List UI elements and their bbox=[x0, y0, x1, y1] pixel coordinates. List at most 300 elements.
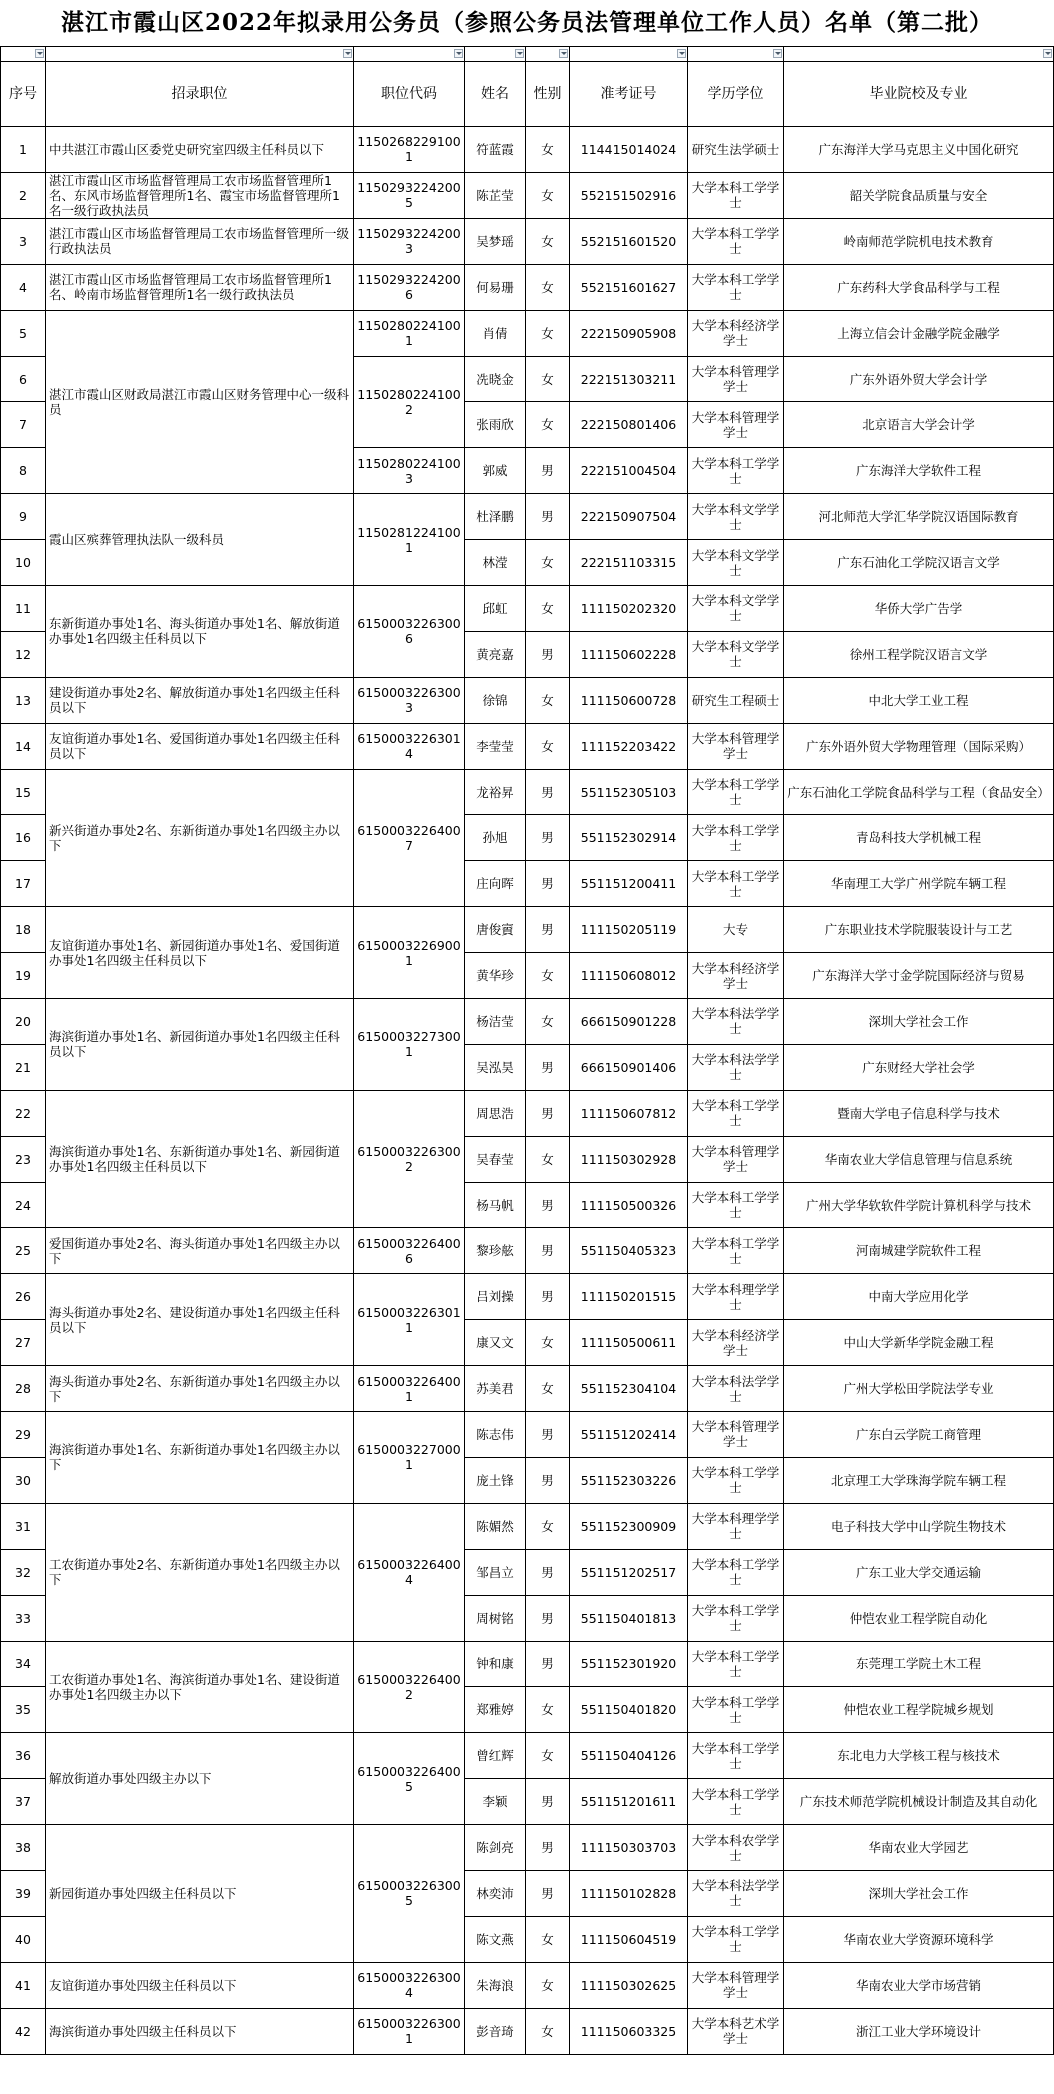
filter-cell bbox=[784, 47, 1054, 62]
cell-exam-number: 666150901228 bbox=[570, 999, 688, 1045]
candidate-table bbox=[0, 46, 1054, 2055]
cell-exam-number: 114415014024 bbox=[570, 127, 688, 173]
cell-education: 大学本科艺术学学士 bbox=[688, 2008, 784, 2054]
table-row bbox=[1, 218, 1054, 264]
cell-name: 庞土锋 bbox=[465, 1457, 526, 1503]
header-position: 招录职位 bbox=[46, 62, 354, 127]
cell-name: 陈文燕 bbox=[465, 1916, 526, 1962]
cell-exam-number: 551150401820 bbox=[570, 1687, 688, 1733]
cell-index: 36 bbox=[1, 1733, 46, 1779]
filter-dropdown-icon[interactable] bbox=[677, 49, 686, 58]
cell-gender: 男 bbox=[526, 1457, 570, 1503]
cell-index: 10 bbox=[1, 540, 46, 586]
cell-education: 大学本科管理学学士 bbox=[688, 1412, 784, 1458]
cell-index: 35 bbox=[1, 1687, 46, 1733]
header-position-code: 职位代码 bbox=[354, 62, 465, 127]
cell-gender: 女 bbox=[526, 1962, 570, 2008]
cell-school-major: 广东海洋大学软件工程 bbox=[784, 448, 1054, 494]
cell-exam-number: 111150201515 bbox=[570, 1274, 688, 1320]
cell-school-major: 广州大学松田学院法学专业 bbox=[784, 1366, 1054, 1412]
cell-exam-number: 551152302914 bbox=[570, 815, 688, 861]
cell-position-code: 11502682291001 bbox=[354, 127, 465, 173]
cell-index: 7 bbox=[1, 402, 46, 448]
cell-education: 研究生工程硕士 bbox=[688, 677, 784, 723]
cell-education: 大学本科工学学士 bbox=[688, 861, 784, 907]
table-row bbox=[1, 264, 1054, 310]
cell-school-major: 广东海洋大学马克思主义中国化研究 bbox=[784, 127, 1054, 173]
cell-gender: 女 bbox=[526, 540, 570, 586]
table-row bbox=[1, 310, 1054, 356]
cell-education: 大学本科文学学士 bbox=[688, 540, 784, 586]
cell-school-major: 华南理工大学广州学院车辆工程 bbox=[784, 861, 1054, 907]
cell-gender: 男 bbox=[526, 448, 570, 494]
cell-education: 大学本科工学学士 bbox=[688, 448, 784, 494]
cell-exam-number: 111152203422 bbox=[570, 723, 688, 769]
cell-school-major: 华南农业大学市场营销 bbox=[784, 1962, 1054, 2008]
cell-school-major: 浙江工业大学环境设计 bbox=[784, 2008, 1054, 2054]
cell-position: 新园街道办事处四级主任科员以下 bbox=[46, 1825, 354, 1963]
cell-exam-number: 222150801406 bbox=[570, 402, 688, 448]
cell-education: 大学本科文学学士 bbox=[688, 586, 784, 632]
cell-position-code: 61500032269001 bbox=[354, 907, 465, 999]
cell-position-code: 61500032263006 bbox=[354, 586, 465, 678]
cell-position-code: 61500032264005 bbox=[354, 1733, 465, 1825]
cell-school-major: 华南农业大学资源环境科学 bbox=[784, 1916, 1054, 1962]
cell-index: 42 bbox=[1, 2008, 46, 2054]
cell-education: 大学本科工学学士 bbox=[688, 1733, 784, 1779]
cell-gender: 女 bbox=[526, 127, 570, 173]
cell-name: 彭音琦 bbox=[465, 2008, 526, 2054]
cell-school-major: 中山大学新华学院金融工程 bbox=[784, 1320, 1054, 1366]
cell-index: 4 bbox=[1, 264, 46, 310]
cell-education: 大学本科工学学士 bbox=[688, 218, 784, 264]
cell-school-major: 广东海洋大学寸金学院国际经济与贸易 bbox=[784, 953, 1054, 999]
cell-school-major: 中北大学工业工程 bbox=[784, 677, 1054, 723]
cell-gender: 男 bbox=[526, 861, 570, 907]
cell-school-major: 北京理工大学珠海学院车辆工程 bbox=[784, 1457, 1054, 1503]
cell-index: 22 bbox=[1, 1090, 46, 1136]
cell-education: 大学本科管理学学士 bbox=[688, 723, 784, 769]
cell-position: 工农街道办事处1名、海滨街道办事处1名、建设街道办事处1名四级主办以下 bbox=[46, 1641, 354, 1733]
cell-education: 大学本科法学学士 bbox=[688, 1870, 784, 1916]
cell-name: 朱海浪 bbox=[465, 1962, 526, 2008]
header-name: 姓名 bbox=[465, 62, 526, 127]
cell-gender: 男 bbox=[526, 907, 570, 953]
cell-name: 肖倩 bbox=[465, 310, 526, 356]
cell-index: 38 bbox=[1, 1825, 46, 1871]
cell-gender: 男 bbox=[526, 1182, 570, 1228]
table-row bbox=[1, 127, 1054, 173]
filter-cell bbox=[526, 47, 570, 62]
table-row bbox=[1, 1366, 1054, 1412]
cell-education: 大学本科工学学士 bbox=[688, 1090, 784, 1136]
cell-gender: 男 bbox=[526, 1825, 570, 1871]
cell-name: 吕刘操 bbox=[465, 1274, 526, 1320]
table-row bbox=[1, 1412, 1054, 1458]
cell-index: 33 bbox=[1, 1595, 46, 1641]
cell-position: 湛江市霞山区市场监督管理局工农市场监督管理所一级行政执法员 bbox=[46, 218, 354, 264]
cell-position-code: 61500032263002 bbox=[354, 1090, 465, 1228]
cell-school-major: 北京语言大学会计学 bbox=[784, 402, 1054, 448]
cell-exam-number: 222151103315 bbox=[570, 540, 688, 586]
cell-index: 27 bbox=[1, 1320, 46, 1366]
filter-row bbox=[1, 47, 1054, 62]
filter-cell bbox=[46, 47, 354, 62]
cell-gender: 女 bbox=[526, 264, 570, 310]
cell-position-code: 61500032264001 bbox=[354, 1366, 465, 1412]
table-row bbox=[1, 1825, 1054, 1871]
cell-exam-number: 551151200411 bbox=[570, 861, 688, 907]
cell-position-code: 61500032263001 bbox=[354, 2008, 465, 2054]
cell-exam-number: 551151202414 bbox=[570, 1412, 688, 1458]
cell-position-code: 61500032264007 bbox=[354, 769, 465, 907]
cell-name: 吴泓昊 bbox=[465, 1044, 526, 1090]
cell-exam-number: 111150500611 bbox=[570, 1320, 688, 1366]
filter-dropdown-icon[interactable] bbox=[773, 49, 782, 58]
cell-name: 周思浩 bbox=[465, 1090, 526, 1136]
table-row bbox=[1, 907, 1054, 953]
cell-position: 霞山区殡葬管理执法队一级科员 bbox=[46, 494, 354, 586]
cell-gender: 男 bbox=[526, 1274, 570, 1320]
cell-school-major: 岭南师范学院机电技术教育 bbox=[784, 218, 1054, 264]
cell-school-major: 深圳大学社会工作 bbox=[784, 999, 1054, 1045]
cell-name: 张雨欣 bbox=[465, 402, 526, 448]
cell-position-code: 11502802241002 bbox=[354, 356, 465, 448]
filter-dropdown-icon[interactable] bbox=[1043, 49, 1052, 58]
cell-exam-number: 222151303211 bbox=[570, 356, 688, 402]
cell-name: 龙裕昇 bbox=[465, 769, 526, 815]
cell-education: 大学本科法学学士 bbox=[688, 1044, 784, 1090]
table-row bbox=[1, 1090, 1054, 1136]
filter-cell bbox=[354, 47, 465, 62]
cell-education: 大学本科工学学士 bbox=[688, 1182, 784, 1228]
cell-education: 大学本科理学学士 bbox=[688, 1503, 784, 1549]
cell-name: 李莹莹 bbox=[465, 723, 526, 769]
cell-position-code: 61500032263003 bbox=[354, 677, 465, 723]
header-school-major: 毕业院校及专业 bbox=[784, 62, 1054, 127]
cell-position-code: 61500032263005 bbox=[354, 1825, 465, 1963]
cell-education: 大专 bbox=[688, 907, 784, 953]
cell-gender: 女 bbox=[526, 1366, 570, 1412]
cell-education: 大学本科工学学士 bbox=[688, 1687, 784, 1733]
cell-position-code: 61500032273001 bbox=[354, 999, 465, 1091]
cell-gender: 女 bbox=[526, 1916, 570, 1962]
cell-index: 37 bbox=[1, 1779, 46, 1825]
cell-index: 13 bbox=[1, 677, 46, 723]
cell-school-major: 华南农业大学园艺 bbox=[784, 1825, 1054, 1871]
cell-education: 大学本科工学学士 bbox=[688, 1228, 784, 1274]
cell-gender: 女 bbox=[526, 356, 570, 402]
cell-name: 杜泽鹏 bbox=[465, 494, 526, 540]
cell-position: 爱国街道办事处2名、海头街道办事处1名四级主办以下 bbox=[46, 1228, 354, 1274]
cell-school-major: 上海立信会计金融学院金融学 bbox=[784, 310, 1054, 356]
cell-position-code: 11502802241001 bbox=[354, 310, 465, 356]
cell-education: 大学本科经济学学士 bbox=[688, 1320, 784, 1366]
cell-education: 大学本科工学学士 bbox=[688, 815, 784, 861]
header-gender: 性别 bbox=[526, 62, 570, 127]
table-row bbox=[1, 2008, 1054, 2054]
cell-education: 大学本科管理学学士 bbox=[688, 402, 784, 448]
cell-exam-number: 551152304104 bbox=[570, 1366, 688, 1412]
table-row bbox=[1, 1962, 1054, 2008]
cell-name: 孙旭 bbox=[465, 815, 526, 861]
cell-gender: 女 bbox=[526, 172, 570, 218]
cell-index: 28 bbox=[1, 1366, 46, 1412]
cell-gender: 女 bbox=[526, 677, 570, 723]
cell-gender: 女 bbox=[526, 218, 570, 264]
filter-dropdown-icon[interactable] bbox=[343, 49, 352, 58]
cell-position: 建设街道办事处2名、解放街道办事处1名四级主任科员以下 bbox=[46, 677, 354, 723]
filter-dropdown-icon[interactable] bbox=[559, 49, 568, 58]
cell-position: 海头街道办事处2名、建设街道办事处1名四级主任科员以下 bbox=[46, 1274, 354, 1366]
cell-position: 湛江市霞山区财政局湛江市霞山区财务管理中心一级科员 bbox=[46, 310, 354, 494]
filter-cell bbox=[465, 47, 526, 62]
cell-school-major: 广东职业技术学院服装设计与工艺 bbox=[784, 907, 1054, 953]
cell-name: 林滢 bbox=[465, 540, 526, 586]
table-row bbox=[1, 769, 1054, 815]
cell-exam-number: 551150404126 bbox=[570, 1733, 688, 1779]
cell-index: 3 bbox=[1, 218, 46, 264]
cell-index: 12 bbox=[1, 631, 46, 677]
cell-position: 海滨街道办事处1名、东新街道办事处1名、新园街道办事处1名四级主任科员以下 bbox=[46, 1090, 354, 1228]
cell-school-major: 广东工业大学交通运输 bbox=[784, 1549, 1054, 1595]
cell-exam-number: 551151202517 bbox=[570, 1549, 688, 1595]
cell-index: 15 bbox=[1, 769, 46, 815]
header-row bbox=[1, 62, 1054, 127]
cell-school-major: 仲恺农业工程学院城乡规划 bbox=[784, 1687, 1054, 1733]
cell-position: 海滨街道办事处1名、东新街道办事处1名四级主办以下 bbox=[46, 1412, 354, 1504]
cell-name: 周树铭 bbox=[465, 1595, 526, 1641]
cell-school-major: 广东外语外贸大学物理管理（国际采购） bbox=[784, 723, 1054, 769]
cell-education: 大学本科农学学士 bbox=[688, 1825, 784, 1871]
cell-name: 黎珍舷 bbox=[465, 1228, 526, 1274]
cell-education: 大学本科法学学士 bbox=[688, 999, 784, 1045]
cell-position: 海头街道办事处2名、东新街道办事处1名四级主办以下 bbox=[46, 1366, 354, 1412]
cell-exam-number: 111150500326 bbox=[570, 1182, 688, 1228]
cell-gender: 男 bbox=[526, 1779, 570, 1825]
cell-gender: 女 bbox=[526, 1687, 570, 1733]
cell-school-major: 广州大学华软软件学院计算机科学与技术 bbox=[784, 1182, 1054, 1228]
cell-index: 19 bbox=[1, 953, 46, 999]
cell-school-major: 仲恺农业工程学院自动化 bbox=[784, 1595, 1054, 1641]
table-row bbox=[1, 172, 1054, 218]
cell-gender: 女 bbox=[526, 2008, 570, 2054]
cell-gender: 女 bbox=[526, 586, 570, 632]
cell-education: 大学本科理学学士 bbox=[688, 1274, 784, 1320]
cell-education: 大学本科工学学士 bbox=[688, 1779, 784, 1825]
header-index: 序号 bbox=[1, 62, 46, 127]
cell-gender: 女 bbox=[526, 953, 570, 999]
cell-gender: 男 bbox=[526, 631, 570, 677]
cell-education: 大学本科文学学士 bbox=[688, 494, 784, 540]
cell-school-major: 广东外语外贸大学会计学 bbox=[784, 356, 1054, 402]
cell-position-code: 11502932242005 bbox=[354, 172, 465, 218]
cell-position: 友谊街道办事处四级主任科员以下 bbox=[46, 1962, 354, 2008]
cell-education: 大学本科工学学士 bbox=[688, 1549, 784, 1595]
cell-gender: 男 bbox=[526, 1549, 570, 1595]
table-row bbox=[1, 1503, 1054, 1549]
cell-education: 大学本科经济学学士 bbox=[688, 953, 784, 999]
cell-gender: 女 bbox=[526, 999, 570, 1045]
cell-gender: 男 bbox=[526, 1090, 570, 1136]
cell-exam-number: 111150600728 bbox=[570, 677, 688, 723]
cell-position: 解放街道办事处四级主办以下 bbox=[46, 1733, 354, 1825]
header-education: 学历学位 bbox=[688, 62, 784, 127]
cell-education: 大学本科管理学学士 bbox=[688, 356, 784, 402]
cell-school-major: 广东技术师范学院机械设计制造及其自动化 bbox=[784, 1779, 1054, 1825]
cell-exam-number: 551152303226 bbox=[570, 1457, 688, 1503]
cell-name: 邱虹 bbox=[465, 586, 526, 632]
cell-position-code: 61500032263014 bbox=[354, 723, 465, 769]
cell-index: 18 bbox=[1, 907, 46, 953]
cell-index: 8 bbox=[1, 448, 46, 494]
cell-school-major: 韶关学院食品质量与安全 bbox=[784, 172, 1054, 218]
cell-position: 海滨街道办事处1名、新园街道办事处1名四级主任科员以下 bbox=[46, 999, 354, 1091]
cell-gender: 女 bbox=[526, 1733, 570, 1779]
filter-dropdown-icon[interactable] bbox=[454, 49, 463, 58]
cell-position-code: 11502802241003 bbox=[354, 448, 465, 494]
cell-exam-number: 111150608012 bbox=[570, 953, 688, 999]
cell-gender: 男 bbox=[526, 1044, 570, 1090]
cell-school-major: 广东药科大学食品科学与工程 bbox=[784, 264, 1054, 310]
table-row bbox=[1, 999, 1054, 1045]
cell-education: 大学本科工学学士 bbox=[688, 1916, 784, 1962]
cell-index: 20 bbox=[1, 999, 46, 1045]
cell-position-code: 11502812241001 bbox=[354, 494, 465, 586]
cell-position: 湛江市霞山区市场监督管理局工农市场监督管理所1名、东风市场监督管理所1名、霞宝市场监督管理所1名一级行政执法员 bbox=[46, 172, 354, 218]
cell-index: 40 bbox=[1, 1916, 46, 1962]
cell-school-major: 东莞理工学院土木工程 bbox=[784, 1641, 1054, 1687]
cell-index: 11 bbox=[1, 586, 46, 632]
cell-exam-number: 111150302625 bbox=[570, 1962, 688, 2008]
cell-gender: 女 bbox=[526, 1503, 570, 1549]
cell-index: 17 bbox=[1, 861, 46, 907]
cell-position: 友谊街道办事处1名、爱国街道办事处1名四级主任科员以下 bbox=[46, 723, 354, 769]
cell-exam-number: 551152305103 bbox=[570, 769, 688, 815]
cell-index: 5 bbox=[1, 310, 46, 356]
cell-exam-number: 111150602228 bbox=[570, 631, 688, 677]
cell-education: 大学本科工学学士 bbox=[688, 264, 784, 310]
cell-name: 徐锦 bbox=[465, 677, 526, 723]
cell-school-major: 暨南大学电子信息科学与技术 bbox=[784, 1090, 1054, 1136]
cell-gender: 女 bbox=[526, 1136, 570, 1182]
filter-dropdown-icon[interactable] bbox=[515, 49, 524, 58]
cell-education: 大学本科文学学士 bbox=[688, 631, 784, 677]
cell-position: 工农街道办事处2名、东新街道办事处1名四级主办以下 bbox=[46, 1503, 354, 1641]
document-title: 湛江市霞山区2022年拟录用公务员（参照公务员法管理单位工作人员）名单（第二批） bbox=[60, 9, 993, 36]
cell-school-major: 河南城建学院软件工程 bbox=[784, 1228, 1054, 1274]
cell-position-code: 61500032264002 bbox=[354, 1641, 465, 1733]
cell-gender: 女 bbox=[526, 723, 570, 769]
cell-gender: 男 bbox=[526, 1641, 570, 1687]
cell-gender: 男 bbox=[526, 769, 570, 815]
cell-school-major: 华南农业大学信息管理与信息系统 bbox=[784, 1136, 1054, 1182]
table-row bbox=[1, 1228, 1054, 1274]
cell-gender: 男 bbox=[526, 1595, 570, 1641]
cell-school-major: 华侨大学广告学 bbox=[784, 586, 1054, 632]
table-row bbox=[1, 1733, 1054, 1779]
cell-exam-number: 222151004504 bbox=[570, 448, 688, 494]
cell-index: 23 bbox=[1, 1136, 46, 1182]
cell-education: 大学本科工学学士 bbox=[688, 1595, 784, 1641]
filter-cell bbox=[688, 47, 784, 62]
cell-position-code: 61500032263011 bbox=[354, 1274, 465, 1366]
cell-index: 6 bbox=[1, 356, 46, 402]
cell-school-major: 广东财经大学社会学 bbox=[784, 1044, 1054, 1090]
cell-index: 29 bbox=[1, 1412, 46, 1458]
cell-position-code: 61500032264006 bbox=[354, 1228, 465, 1274]
cell-position: 新兴街道办事处2名、东新街道办事处1名四级主办以下 bbox=[46, 769, 354, 907]
table-row bbox=[1, 677, 1054, 723]
cell-education: 大学本科经济学学士 bbox=[688, 310, 784, 356]
cell-exam-number: 666150901406 bbox=[570, 1044, 688, 1090]
cell-name: 邹昌立 bbox=[465, 1549, 526, 1595]
cell-name: 黄华珍 bbox=[465, 953, 526, 999]
cell-name: 陈媚然 bbox=[465, 1503, 526, 1549]
cell-exam-number: 111150202320 bbox=[570, 586, 688, 632]
filter-cell bbox=[570, 47, 688, 62]
cell-exam-number: 552151601627 bbox=[570, 264, 688, 310]
cell-index: 1 bbox=[1, 127, 46, 173]
cell-name: 黄亮嘉 bbox=[465, 631, 526, 677]
cell-position-code: 61500032270001 bbox=[354, 1412, 465, 1504]
cell-position-code: 11502932242003 bbox=[354, 218, 465, 264]
cell-position: 湛江市霞山区市场监督管理局工农市场监督管理所1名、岭南市场监督管理所1名一级行政执法员 bbox=[46, 264, 354, 310]
cell-index: 31 bbox=[1, 1503, 46, 1549]
table-row bbox=[1, 1641, 1054, 1687]
cell-name: 郭威 bbox=[465, 448, 526, 494]
filter-dropdown-icon[interactable] bbox=[35, 49, 44, 58]
cell-name: 陈志伟 bbox=[465, 1412, 526, 1458]
table-row bbox=[1, 1274, 1054, 1320]
cell-index: 39 bbox=[1, 1870, 46, 1916]
cell-exam-number: 111150603325 bbox=[570, 2008, 688, 2054]
cell-exam-number: 111150607812 bbox=[570, 1090, 688, 1136]
header-exam-number: 准考证号 bbox=[570, 62, 688, 127]
cell-name: 符蓝霞 bbox=[465, 127, 526, 173]
cell-school-major: 广东白云学院工商管理 bbox=[784, 1412, 1054, 1458]
cell-position: 中共湛江市霞山区委党史研究室四级主任科员以下 bbox=[46, 127, 354, 173]
cell-name: 何易珊 bbox=[465, 264, 526, 310]
cell-education: 研究生法学硕士 bbox=[688, 127, 784, 173]
cell-index: 34 bbox=[1, 1641, 46, 1687]
cell-position: 东新街道办事处1名、海头街道办事处1名、解放街道办事处1名四级主任科员以下 bbox=[46, 586, 354, 678]
cell-school-major: 徐州工程学院汉语言文学 bbox=[784, 631, 1054, 677]
cell-school-major: 河北师范大学汇华学院汉语国际教育 bbox=[784, 494, 1054, 540]
cell-index: 21 bbox=[1, 1044, 46, 1090]
table-row bbox=[1, 494, 1054, 540]
cell-gender: 女 bbox=[526, 310, 570, 356]
cell-education: 大学本科工学学士 bbox=[688, 769, 784, 815]
cell-exam-number: 111150102828 bbox=[570, 1870, 688, 1916]
cell-exam-number: 222150905908 bbox=[570, 310, 688, 356]
cell-name: 郑雅婷 bbox=[465, 1687, 526, 1733]
cell-name: 杨洁莹 bbox=[465, 999, 526, 1045]
cell-name: 林奕沛 bbox=[465, 1870, 526, 1916]
cell-education: 大学本科管理学学士 bbox=[688, 1136, 784, 1182]
cell-exam-number: 551150401813 bbox=[570, 1595, 688, 1641]
cell-exam-number: 111150205119 bbox=[570, 907, 688, 953]
cell-education: 大学本科工学学士 bbox=[688, 1457, 784, 1503]
cell-education: 大学本科管理学学士 bbox=[688, 1962, 784, 2008]
cell-index: 41 bbox=[1, 1962, 46, 2008]
cell-gender: 女 bbox=[526, 1320, 570, 1366]
cell-education: 大学本科工学学士 bbox=[688, 1641, 784, 1687]
cell-name: 陈芷莹 bbox=[465, 172, 526, 218]
cell-school-major: 电子科技大学中山学院生物技术 bbox=[784, 1503, 1054, 1549]
cell-name: 曾红辉 bbox=[465, 1733, 526, 1779]
cell-exam-number: 111150303703 bbox=[570, 1825, 688, 1871]
